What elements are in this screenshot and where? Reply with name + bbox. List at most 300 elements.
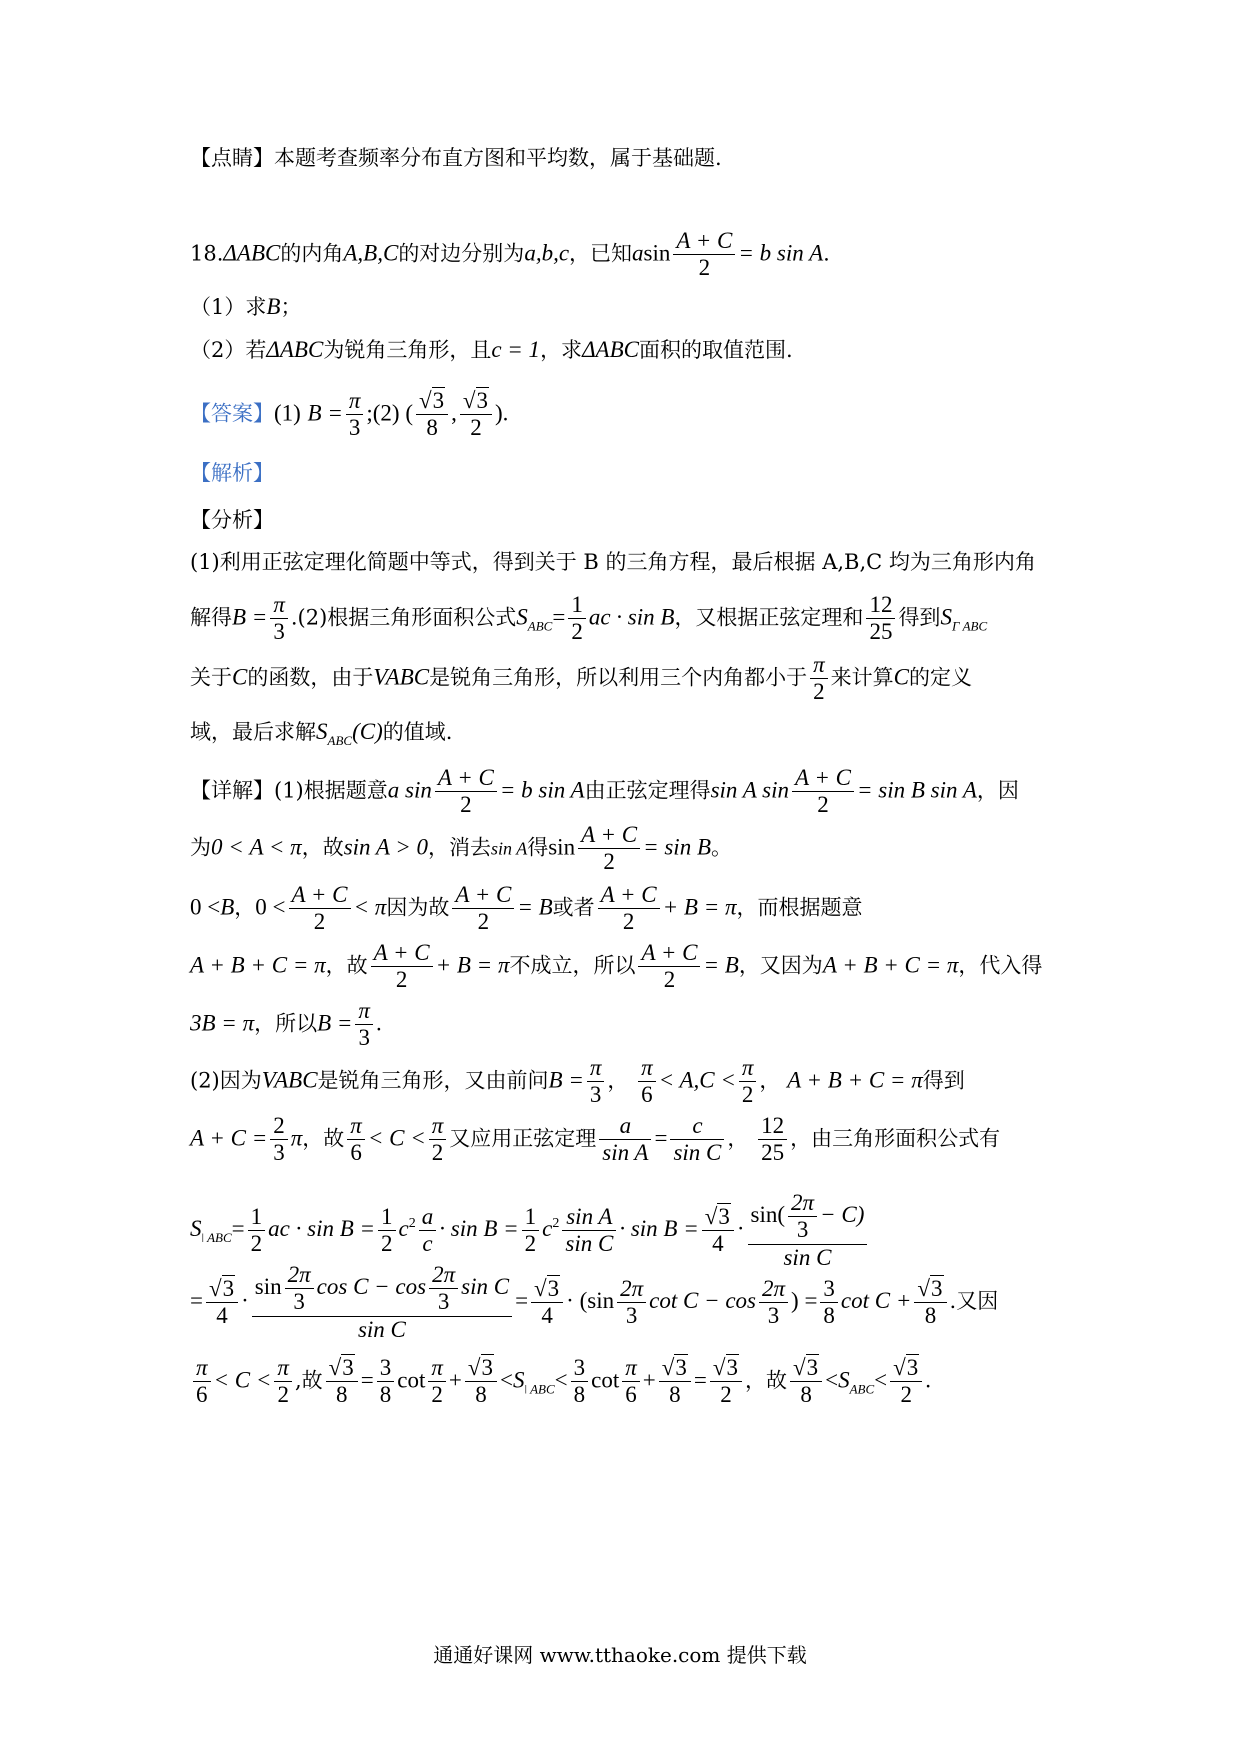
subscript: Γ ABC: [951, 618, 988, 634]
fraction: [270, 592, 288, 646]
fraction: [562, 1204, 616, 1258]
text: 不成立，所以: [509, 953, 636, 978]
text: ，已知: [569, 241, 633, 266]
math: a,b,c: [524, 240, 570, 266]
numerator: [252, 1262, 512, 1316]
superscript: 2: [408, 1216, 416, 1232]
text: 的值域.: [382, 720, 453, 744]
fraction: [248, 1204, 266, 1258]
fraction: [670, 1113, 724, 1167]
radicand: 3: [476, 388, 488, 413]
math: · (sin: [566, 1288, 615, 1314]
sqrt: √3: [704, 1203, 730, 1229]
text: 。: [711, 835, 732, 860]
denominator: 2: [248, 1230, 266, 1257]
denominator: 2: [371, 966, 433, 993]
numerator: [531, 1276, 563, 1302]
math: 0 <: [255, 894, 286, 920]
fraction: [914, 1276, 946, 1330]
denominator: 8: [377, 1381, 395, 1408]
numerator: A + C: [291, 882, 348, 907]
text: （2）若: [190, 338, 267, 362]
math: ΔABC: [266, 337, 324, 362]
sqrt: √3: [419, 388, 445, 413]
math: VABC: [261, 1067, 318, 1093]
fraction: [638, 940, 700, 994]
text: ，: [759, 1068, 781, 1093]
text: ，故: [325, 953, 368, 978]
fraction: [622, 1355, 640, 1409]
text: 因为故: [386, 895, 450, 920]
math: − C): [820, 1202, 865, 1228]
denominator: 2: [578, 848, 640, 875]
math: sin: [548, 834, 576, 860]
fraction: [377, 1355, 395, 1409]
math: S: [512, 1367, 525, 1393]
math: < C <: [367, 1125, 426, 1151]
math: (C): [352, 719, 383, 744]
fraction: [890, 1355, 922, 1409]
math: = B: [517, 894, 553, 920]
sqrt: √3: [328, 1355, 354, 1380]
numerator: [890, 1355, 922, 1381]
math: .: [375, 1010, 382, 1036]
fraction: [206, 1276, 238, 1330]
text: .又因: [949, 1289, 999, 1314]
text: (2)因为: [190, 1068, 262, 1093]
fraction: [638, 1055, 656, 1109]
radicand: 3: [222, 1275, 235, 1301]
math: =: [515, 1288, 529, 1314]
text: 关于: [190, 665, 232, 690]
math: cot: [397, 1367, 426, 1393]
superscript: 2: [552, 1216, 560, 1232]
fraction: [326, 1355, 358, 1409]
denominator: sin C: [562, 1230, 616, 1257]
detail-line-2: [190, 822, 732, 876]
fraction: [578, 822, 640, 876]
text: 又应用正弦定理: [449, 1126, 597, 1151]
math: +: [448, 1367, 462, 1393]
numerator: π: [196, 1355, 208, 1380]
math: π: [290, 1125, 303, 1151]
text: 面积的取值范围.: [639, 338, 793, 362]
numerator: a: [421, 1203, 434, 1229]
numerator: [790, 1355, 822, 1381]
denominator: 3: [587, 1081, 605, 1108]
text: ，: [607, 1068, 629, 1093]
fraction: [866, 592, 895, 646]
text: 的对边分别为: [398, 241, 525, 266]
math: 0 <: [190, 894, 221, 920]
math: A + B + C = π: [787, 1067, 923, 1093]
fraction: [820, 1276, 838, 1330]
text: ，而根据题意: [736, 895, 863, 920]
fraction: [758, 1113, 787, 1167]
fraction: [346, 388, 364, 442]
denominator: 3: [788, 1216, 817, 1243]
math: + B = π: [662, 894, 737, 920]
denominator: 3: [617, 1302, 646, 1329]
math: ΔABC: [582, 337, 640, 362]
text: ；: [280, 295, 302, 319]
denominator: 2: [378, 1230, 396, 1257]
text: 由正弦定理得: [584, 778, 711, 803]
denominator: 8: [326, 1381, 358, 1408]
numerator: 2π: [791, 1190, 815, 1215]
dianjing-text: 【点睛】本题考查频率分布直方图和平均数，属于基础题.: [190, 146, 722, 170]
math: S: [838, 1367, 850, 1393]
text: 域，最后求解: [190, 720, 316, 744]
text: 是锐角三角形，又由前问: [317, 1068, 549, 1093]
radicand: 3: [547, 1275, 560, 1301]
text: ，又因为: [738, 953, 823, 978]
denominator: 3: [429, 1288, 458, 1315]
denominator: 2: [638, 966, 700, 993]
math: = B: [703, 952, 739, 978]
math: cot C +: [840, 1288, 912, 1314]
jiexi-label: 【解析】: [190, 461, 274, 485]
numerator: π: [813, 652, 825, 677]
text: 为: [190, 835, 211, 860]
math: =: [190, 1288, 203, 1314]
text: ，又根据正弦定理和: [674, 605, 864, 630]
part-2: [190, 338, 793, 361]
radicand: 3: [432, 388, 445, 413]
text: ，由三角形面积公式有: [790, 1126, 1001, 1151]
text: ，求: [540, 338, 583, 362]
math: cos C − cos: [316, 1274, 427, 1300]
radicand: 3: [675, 1355, 687, 1380]
numerator: 3: [823, 1275, 835, 1301]
numerator: 1: [381, 1203, 393, 1229]
math: B =: [232, 604, 268, 630]
denominator: 4: [531, 1302, 563, 1329]
numerator: A + C: [581, 822, 638, 847]
denominator: 6: [638, 1081, 656, 1108]
numerator: π: [641, 1055, 653, 1080]
numerator: c: [692, 1113, 703, 1138]
sqrt: √3: [893, 1355, 919, 1380]
numerator: A + C: [455, 882, 512, 907]
denominator: 8: [571, 1381, 589, 1408]
fraction: [435, 765, 497, 819]
denominator: 2: [460, 414, 492, 441]
math: =: [231, 1216, 245, 1242]
fraction: [710, 1355, 742, 1409]
fraction: [659, 1355, 691, 1409]
numerator: 3: [573, 1355, 586, 1380]
subscript: ABC: [849, 1381, 875, 1397]
math: A,B,C: [343, 240, 399, 266]
subscript: ǀ ABC: [524, 1381, 555, 1397]
math: =: [360, 1367, 374, 1393]
math: S: [940, 604, 952, 630]
numerator: [659, 1355, 691, 1381]
denominator: 2: [890, 1381, 922, 1408]
denominator: sin C: [670, 1139, 724, 1166]
math: B =: [548, 1067, 584, 1093]
numerator: [326, 1355, 358, 1381]
denominator: 3: [355, 1024, 373, 1051]
math: C: [893, 664, 910, 690]
numerator: [206, 1276, 238, 1302]
radicand: 3: [342, 1355, 354, 1380]
analysis-line-2: [190, 592, 987, 646]
numerator: sin A: [566, 1203, 613, 1229]
math: 0 < A < π: [211, 834, 302, 860]
math: ).: [495, 400, 509, 426]
numerator: A + C: [373, 940, 430, 965]
fraction: [788, 1190, 817, 1244]
numerator: π: [431, 1113, 444, 1138]
denominator: 2: [739, 1081, 757, 1108]
math: ·: [241, 1288, 249, 1314]
detail-line-1: [190, 765, 1019, 819]
text: .(2)根据三角形面积公式: [290, 605, 517, 630]
numerator: A + C: [600, 882, 657, 907]
fraction: [568, 592, 586, 646]
sqrt: √3: [462, 388, 488, 413]
subscript: ABC: [527, 618, 553, 634]
fraction: [428, 1355, 446, 1409]
answer-line: [190, 388, 508, 442]
math: · sin B =: [619, 1216, 699, 1242]
text: ，代入得: [958, 953, 1043, 978]
numerator: A + C: [437, 765, 494, 790]
numerator: [748, 1190, 868, 1244]
denominator: 3: [759, 1302, 788, 1329]
fraction: [252, 1262, 512, 1343]
radicand: 3: [718, 1203, 730, 1229]
answer-label: 【答案】: [190, 401, 274, 426]
denominator: 3: [270, 1139, 288, 1166]
fraction: [702, 1204, 734, 1258]
numerator: 2π: [620, 1275, 644, 1301]
math: · sin B =: [439, 1216, 519, 1242]
text: ，故: [745, 1368, 787, 1393]
sqrt: √3: [208, 1275, 235, 1301]
denominator: 2: [568, 618, 586, 645]
math: S: [516, 604, 528, 630]
fraction: [347, 1113, 365, 1167]
subscript: ǀ ABC: [201, 1230, 232, 1246]
math: a: [632, 240, 644, 266]
text: ，: [234, 895, 256, 920]
fraction: [792, 765, 854, 819]
numerator: 2π: [762, 1275, 786, 1301]
numerator: [460, 388, 492, 414]
math: <: [500, 1367, 513, 1393]
math: <: [554, 1367, 568, 1393]
math: sin C: [461, 1274, 510, 1300]
denominator: 8: [659, 1381, 691, 1408]
denominator: 2: [710, 1381, 742, 1408]
denominator: 2: [810, 678, 828, 705]
numerator: π: [348, 388, 361, 413]
text: 或者: [552, 895, 595, 920]
fraction: [531, 1276, 563, 1330]
math: B: [220, 894, 235, 920]
numerator: 1: [571, 592, 583, 617]
math: 3B = π: [190, 1010, 255, 1036]
numerator: 12: [761, 1113, 785, 1138]
numerator: 1: [524, 1203, 537, 1229]
numerator: π: [589, 1055, 602, 1080]
fraction: [289, 882, 351, 936]
fraction: [673, 228, 735, 282]
text: 的函数，由于: [247, 665, 374, 690]
denominator: 8: [914, 1302, 946, 1329]
text: (1)根据题意: [274, 778, 388, 803]
math: (1): [274, 400, 301, 426]
fraction: [739, 1055, 757, 1109]
sqrt: √3: [712, 1355, 738, 1380]
subscript: ABC: [327, 733, 353, 748]
radicand: 3: [931, 1275, 943, 1301]
fraction: [460, 388, 492, 442]
math: =: [552, 604, 566, 630]
numerator: [416, 388, 448, 414]
math: a sin: [387, 777, 432, 803]
radicand: 3: [726, 1355, 738, 1380]
fraction: [378, 1204, 396, 1258]
numerator: [710, 1355, 742, 1381]
denominator: 25: [758, 1139, 787, 1166]
numerator: [465, 1355, 497, 1381]
denominator: 8: [790, 1381, 822, 1408]
text: 得到: [898, 605, 941, 630]
fraction: [790, 1355, 822, 1409]
math: + B = π: [435, 952, 510, 978]
text: ,故: [294, 1368, 323, 1393]
math: ac · sin B: [588, 604, 675, 630]
math: B: [266, 294, 281, 319]
numerator: 2: [273, 1113, 285, 1138]
fraction: [416, 388, 448, 442]
numerator: π: [741, 1055, 754, 1080]
math: VABC: [373, 664, 430, 690]
math: A + B + C = π: [190, 952, 326, 978]
numerator: π: [350, 1113, 362, 1138]
problem-number: 18.: [190, 241, 224, 266]
text: ，消去: [428, 835, 492, 860]
denominator: 2: [673, 254, 735, 281]
denominator: 6: [193, 1381, 211, 1408]
denominator: 3: [270, 618, 288, 645]
text: ，: [727, 1126, 749, 1151]
text: ，所以: [254, 1011, 318, 1036]
math: .: [925, 1367, 932, 1393]
math: <: [825, 1367, 839, 1393]
math: = b sin A: [499, 777, 585, 803]
problem-statement: [190, 228, 830, 282]
denominator: 2: [598, 908, 660, 935]
text: 的内角: [280, 241, 344, 266]
fraction: [599, 1113, 651, 1167]
math: =: [654, 1125, 668, 1151]
denominator: 2: [289, 908, 351, 935]
fraction: [193, 1355, 211, 1409]
numerator: [702, 1204, 734, 1230]
fraction: [371, 940, 433, 994]
numerator: π: [273, 592, 285, 617]
fraction: [571, 1355, 589, 1409]
area-formula-line: [190, 1190, 870, 1271]
fraction: [355, 998, 373, 1052]
text: .: [823, 241, 830, 266]
denominator: 3: [285, 1288, 314, 1315]
analysis-line-3: [190, 652, 972, 706]
denominator: 6: [622, 1381, 640, 1408]
numerator: 2π: [432, 1262, 456, 1287]
text: 解得: [190, 605, 232, 630]
math: <: [874, 1367, 888, 1393]
detail-line-3: [190, 882, 863, 936]
text: ，因: [976, 778, 1019, 803]
text: 来计算: [830, 665, 894, 690]
text: ，故: [302, 1126, 345, 1151]
denominator: 2: [274, 1381, 292, 1408]
text: ，故: [301, 835, 344, 860]
math: < π: [353, 894, 387, 920]
denominator: 6: [347, 1139, 365, 1166]
text: （1）求: [190, 295, 267, 319]
denominator: 8: [416, 414, 448, 441]
text: 的定义: [909, 665, 973, 690]
math: A + C =: [190, 1125, 268, 1151]
fenxi-label: 【分析】: [190, 508, 274, 532]
math: S: [190, 1216, 202, 1242]
fraction: [419, 1204, 437, 1258]
math: =: [693, 1367, 707, 1393]
denominator: 2: [522, 1230, 540, 1257]
expansion-line: [190, 1262, 998, 1343]
footer-watermark: 通通好课网 www.tthaoke.com 提供下载: [433, 1643, 807, 1667]
detail-line-5: [190, 998, 382, 1052]
math: B =: [307, 400, 343, 426]
math: c: [398, 1216, 409, 1242]
numerator: 3: [379, 1355, 392, 1380]
math: ;(2) (: [366, 400, 413, 426]
denominator: sin A: [599, 1139, 651, 1166]
numerator: 2π: [287, 1262, 311, 1287]
math: c: [542, 1216, 553, 1242]
fraction: [617, 1276, 646, 1330]
math: cot C − cos: [649, 1288, 756, 1314]
text: 是锐角三角形，所以利用三个内角都小于: [429, 665, 808, 690]
math: = b sin A: [738, 240, 824, 266]
math: +: [642, 1367, 656, 1393]
math: ,: [451, 400, 457, 426]
numerator: A + C: [676, 228, 733, 253]
math: ac · sin B =: [268, 1216, 376, 1242]
denominator: 2: [452, 908, 514, 935]
math: sin: [643, 240, 671, 266]
denominator: 2: [428, 1381, 446, 1408]
math: sin: [254, 1274, 282, 1300]
radicand: 3: [906, 1355, 919, 1380]
detail-part2-line-1: [190, 1055, 965, 1109]
math: A + B + C = π: [822, 952, 959, 978]
fraction: [759, 1276, 788, 1330]
math: ·: [736, 1216, 745, 1242]
math: < A,C <: [658, 1067, 736, 1093]
analysis-line-4: [190, 720, 452, 747]
math: = sin B: [643, 834, 711, 860]
denominator: 2: [429, 1139, 447, 1166]
fraction: [465, 1355, 497, 1409]
